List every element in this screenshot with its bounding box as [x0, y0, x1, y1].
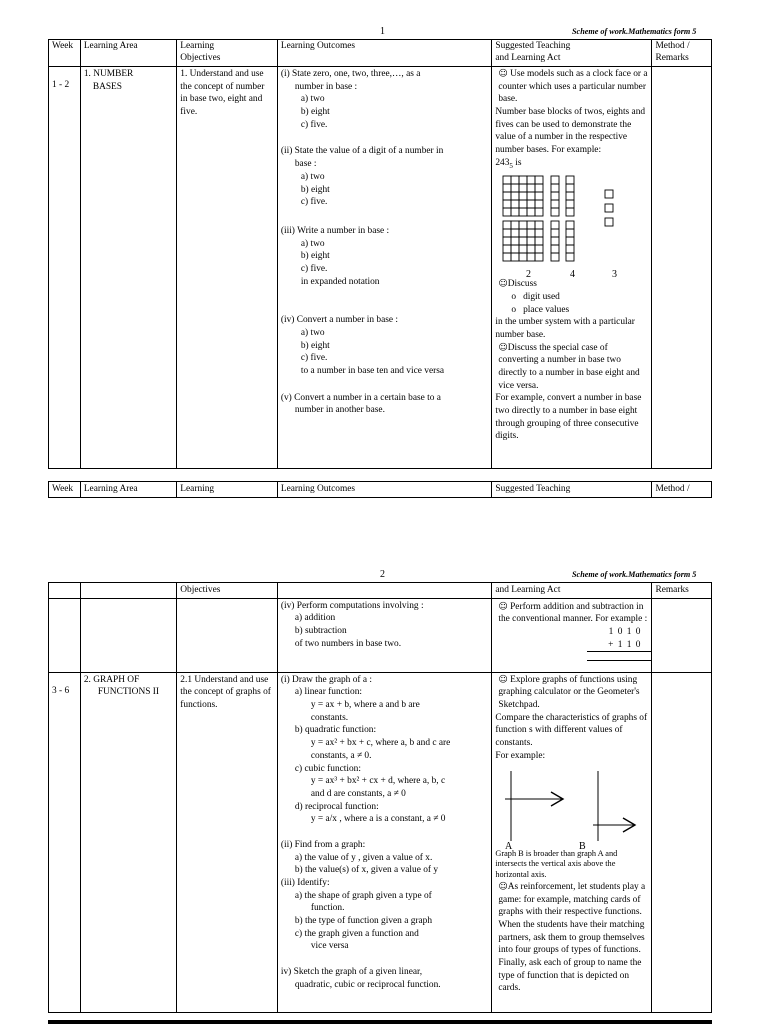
- week-value: 1 - 2: [52, 80, 70, 90]
- outcome-item: a) two: [300, 238, 325, 249]
- table-header-row: [49, 40, 712, 67]
- outcome-i-b-eq: y = ax² + bx + c, where a, b and c are: [310, 738, 451, 749]
- scheme-table-page-1: [48, 39, 712, 469]
- outcomes-cell: [277, 598, 492, 672]
- area-cell: [80, 598, 176, 672]
- flat-block-cell: [503, 245, 511, 253]
- outcome-iii-a2: function.: [310, 903, 345, 914]
- flat-block-cell: [503, 253, 511, 261]
- discuss-item-1: digit used: [523, 291, 560, 302]
- scheme-title-1: Scheme of work.Mathematics form 5: [572, 27, 697, 36]
- teaching-p1: Use models such as a clock face or a counter which uses a particular number base.: [498, 69, 648, 105]
- remarks-cell: [652, 672, 712, 1012]
- teaching-p1: Explore graphs of functions using graphing calculator or the Geometer's Sketchpad.: [498, 674, 640, 711]
- repeat-header-method: Method /: [652, 482, 712, 498]
- graphs-svg: [495, 769, 645, 849]
- scheme-table-page-2: [48, 582, 712, 1013]
- flat-block-cell: [503, 208, 511, 216]
- table-row: [49, 672, 712, 1012]
- flat-block-cell: [527, 237, 535, 245]
- smile-icon: ☺: [498, 674, 508, 685]
- example-tail: is: [512, 157, 522, 168]
- graphs-figure: [495, 769, 648, 849]
- header-objectives: Objectives: [177, 583, 278, 599]
- outcome-i-a-eq2: constants.: [310, 712, 349, 723]
- outcome-iii-a: a) the shape of graph given a type of: [294, 890, 432, 901]
- outcome-iii-c: c) the graph given a function and: [294, 928, 419, 939]
- header-method-a: Method /: [655, 41, 690, 51]
- header-objectives: [177, 40, 278, 67]
- outcome-item: a) two: [300, 94, 325, 105]
- flat-block-cell: [535, 253, 543, 261]
- discuss-label: Discuss: [507, 279, 537, 290]
- page-number-2: 2: [380, 569, 385, 580]
- area-line-1: 2. GRAPH OF: [83, 674, 140, 685]
- discuss-item-2: place values: [523, 304, 570, 315]
- flat-block-cell: [519, 200, 527, 208]
- graph-label-a: A: [505, 840, 513, 849]
- flat-block-cell: [519, 176, 527, 184]
- flat-block-cell: [535, 221, 543, 229]
- flat-block-cell: [503, 192, 511, 200]
- outcome-item: b) eight: [300, 107, 330, 118]
- flat-block-cell: [527, 176, 535, 184]
- repeat-header-area: Learning Area: [80, 482, 176, 498]
- outcome-i-c-eq2: and d are constants, a ≠ 0: [310, 788, 406, 799]
- outcome-item: a) two: [300, 171, 325, 182]
- smile-icon: ☺: [498, 342, 508, 353]
- flat-block-cell: [527, 245, 535, 253]
- flat-block-cell: [511, 245, 519, 253]
- objective-cell: [177, 672, 278, 1012]
- discuss-tail: in the umber system with a particular number base.: [495, 317, 635, 340]
- outcome-i-d-eq: y = a/x , where a is a constant, a ≠ 0: [310, 814, 446, 825]
- flat-block-cell: [519, 229, 527, 237]
- header-outcomes: [277, 583, 492, 599]
- flat-block-cell: [535, 192, 543, 200]
- teaching-cell: [492, 598, 652, 672]
- outcome-iv-tail: of two numbers in base two.: [294, 638, 402, 649]
- week-value: 3 - 6: [52, 685, 70, 696]
- remarks-cell: [652, 67, 712, 469]
- outcome-i-a-eq: y = ax + b, where a and b are: [310, 700, 420, 711]
- page-number-1: 1: [380, 26, 385, 37]
- header-objectives-b: Objectives: [180, 52, 221, 63]
- flat-block-cell: [519, 245, 527, 253]
- long-block-cell: [551, 221, 559, 229]
- header-teaching-a: Suggested Teaching: [495, 41, 571, 51]
- flat-block-cell: [511, 253, 519, 261]
- teaching-cell: [492, 67, 652, 469]
- flat-block-cell: [535, 176, 543, 184]
- objective-cell: [177, 598, 278, 672]
- scheme-title-2: Scheme of work.Mathematics form 5: [572, 570, 697, 579]
- outcome-item: c) five.: [300, 353, 328, 364]
- outcome-iii-b: b) the type of function given a graph: [294, 916, 433, 927]
- header-method-b: Remarks: [655, 52, 689, 63]
- outcome-head-cont: number in another base.: [294, 405, 385, 416]
- outcome-iv-b: b) subtraction: [294, 626, 347, 637]
- flat-block-cell: [519, 184, 527, 192]
- long-block-cell: [566, 221, 574, 229]
- objective-cell: [177, 67, 278, 469]
- header-teaching-b: and Learning Act: [495, 52, 561, 63]
- objective-text: 2.1 Understand and use the concept of graphs of functions.: [180, 674, 271, 711]
- objective-text: 1. Understand and use the concept of number in base two, eight and five.: [180, 69, 265, 118]
- week-cell: [49, 67, 81, 469]
- flat-block-cell: [527, 184, 535, 192]
- header-objectives-a: Learning: [180, 41, 215, 51]
- flat-block-cell: [503, 221, 511, 229]
- outcome-i-b-eq2: constants, a ≠ 0.: [310, 750, 372, 761]
- long-block-cell: [551, 253, 559, 261]
- teaching-p4: For example, convert a number in base two directly to a number in base eight through grouping of three consecutive digits.: [495, 393, 642, 442]
- outcome-iv-head: (iv) Perform computations involving :: [280, 600, 424, 611]
- unit-block: [605, 190, 613, 198]
- header-method: [652, 40, 712, 67]
- repeat-header-outcomes: Learning Outcomes: [277, 482, 492, 498]
- outcome-item: a) two: [300, 328, 325, 338]
- flat-block-cell: [527, 229, 535, 237]
- unit-block: [605, 218, 613, 226]
- long-block-cell: [566, 184, 574, 192]
- flat-block-cell: [503, 237, 511, 245]
- base-blocks-svg: [495, 174, 645, 278]
- long-block-cell: [551, 176, 559, 184]
- outcome-tail: to a number in base ten and vice versa: [300, 366, 445, 377]
- outcome-item: c) five.: [300, 119, 328, 130]
- base-blocks-figure: [495, 174, 648, 278]
- long-block-cell: [566, 245, 574, 253]
- long-block-cell: [566, 200, 574, 208]
- teaching-p4: As reinforcement, let students play a game: for example, matching cards of graphs with their respective functions. When the students have their matching partners, ask them to group themselves into four groups of types of functions. Finally, ask each of group to name the type of function that is depicted on cards.: [498, 881, 646, 994]
- outcome-item: b) eight: [300, 251, 330, 262]
- week-cell: [49, 672, 81, 1012]
- header-method: Remarks: [652, 583, 712, 599]
- teaching-p2: Compare the characteristics of graphs of function s with different values of constants.: [495, 712, 648, 749]
- outcome-i-c-eq: y = ax³ + bx² + cx + d, where a, b, c: [310, 776, 446, 787]
- outcome-head-cont: number in base :: [294, 81, 358, 92]
- outcome-item: b) eight: [300, 340, 330, 351]
- long-block-cell: [551, 237, 559, 245]
- flat-block-cell: [527, 200, 535, 208]
- area-cell: [80, 67, 176, 469]
- flat-block-cell: [511, 200, 519, 208]
- repeat-header-row: [49, 482, 712, 498]
- flat-block-cell: [535, 200, 543, 208]
- repeat-header-objectives: Learning: [177, 482, 278, 498]
- outcome-head: (ii) State the value of a digit of a number in: [280, 146, 444, 157]
- smile-icon: ☺: [498, 69, 508, 79]
- long-block-cell: [566, 237, 574, 245]
- graph-label-b: B: [579, 840, 587, 849]
- flat-block-cell: [511, 192, 519, 200]
- header-area: [80, 583, 176, 599]
- outcome-ii-head: (ii) Find from a graph:: [280, 839, 366, 850]
- teaching-example: [495, 157, 648, 171]
- header-week: [49, 40, 81, 67]
- long-block-cell: [566, 253, 574, 261]
- outcome-i-a: a) linear function:: [294, 687, 363, 698]
- teaching-p3: For example:: [495, 750, 546, 761]
- block-label-twos: 2: [526, 269, 532, 279]
- long-block-cell: [566, 229, 574, 237]
- flat-block-cell: [511, 176, 519, 184]
- outcome-i-b: b) quadratic function:: [294, 725, 377, 736]
- flat-block-cell: [503, 200, 511, 208]
- smile-icon: ☺: [498, 601, 508, 612]
- smile-icon: ☺: [498, 881, 508, 892]
- outcomes-cell: [277, 672, 492, 1012]
- week-cell: [49, 598, 81, 672]
- header-outcomes: [277, 40, 492, 67]
- outcome-head: (iii) Write a number in base :: [280, 225, 390, 236]
- outcome-head: (iv) Convert a number in base :: [280, 315, 399, 326]
- flat-block-cell: [527, 253, 535, 261]
- sum-result-line: [587, 652, 651, 661]
- outcome-ii-b: b) the value(s) of x, given a value of y: [294, 865, 439, 876]
- bullet-icon: o: [511, 304, 517, 315]
- teaching-p3: Discuss the special case of converting a number in base two directly to a number in base eight and vice versa.: [498, 342, 640, 391]
- flat-block-cell: [511, 237, 519, 245]
- outcome-item: b) eight: [300, 184, 330, 195]
- long-block-cell: [551, 184, 559, 192]
- block-label-fours: 4: [570, 269, 576, 279]
- flat-block-cell: [527, 221, 535, 229]
- outcome-head: (v) Convert a number in a certain base to a: [280, 392, 441, 403]
- area-line-2: FUNCTIONS II: [97, 687, 160, 698]
- flat-block-cell: [511, 229, 519, 237]
- table-header-row: [49, 583, 712, 599]
- flat-block-cell: [511, 221, 519, 229]
- area-cell: [80, 672, 176, 1012]
- long-block-cell: [551, 229, 559, 237]
- teaching-addition-text: Perform addition and subtraction in the conventional manner. For example :: [498, 601, 648, 625]
- flat-block-cell: [503, 229, 511, 237]
- sum-top: 1 0 1 0: [608, 627, 642, 638]
- outcome-iv-sketch-head: iv) Sketch the graph of a given linear,: [280, 967, 423, 978]
- example-number: 243: [495, 157, 510, 168]
- outcome-head: (i) State zero, one, two, three,…, as a: [280, 69, 421, 79]
- example-base: 5: [509, 161, 513, 170]
- header-area: [80, 40, 176, 67]
- flat-block-cell: [519, 237, 527, 245]
- area-line-2: BASES: [92, 81, 122, 92]
- long-block-cell: [551, 192, 559, 200]
- flat-block-cell: [503, 184, 511, 192]
- long-block-cell: [566, 208, 574, 216]
- header-week: [49, 583, 81, 599]
- remarks-cell: [652, 598, 712, 672]
- graph-caption: Graph B is broader than graph A and intersects the vertical axis above the horizontal axis.: [495, 848, 618, 880]
- outcome-iv-sketch-head2: quadratic, cubic or reciprocal function.: [294, 979, 441, 990]
- long-block-cell: [551, 208, 559, 216]
- flat-block-cell: [503, 176, 511, 184]
- area-line-1: 1. NUMBER: [83, 69, 134, 79]
- outcome-head-cont: base :: [294, 159, 317, 170]
- outcome-i-d: d) reciprocal function:: [294, 801, 379, 812]
- smile-icon: ☺: [498, 279, 508, 290]
- repeat-header-table: [48, 481, 712, 498]
- bullet-icon: o: [511, 291, 517, 302]
- flat-block-cell: [511, 184, 519, 192]
- repeat-header-week: Week: [49, 482, 81, 498]
- outcomes-cell: [277, 67, 492, 469]
- long-block-cell: [566, 176, 574, 184]
- flat-block-cell: [535, 208, 543, 216]
- flat-block-cell: [535, 229, 543, 237]
- flat-block-cell: [519, 208, 527, 216]
- flat-block-cell: [535, 245, 543, 253]
- flat-block-cell: [511, 208, 519, 216]
- flat-block-cell: [535, 184, 543, 192]
- long-block-cell: [566, 192, 574, 200]
- flat-block-cell: [519, 221, 527, 229]
- outcome-tail: in expanded notation: [300, 276, 380, 287]
- outcome-i-c: c) cubic function:: [294, 763, 361, 774]
- table-row: [49, 67, 712, 469]
- header-area-label: Learning Area: [83, 41, 138, 51]
- long-block-cell: [551, 200, 559, 208]
- outcome-iv-a: a) addition: [294, 613, 336, 624]
- header-teaching: [492, 40, 652, 67]
- outcome-i-head: (i) Draw the graph of a :: [280, 674, 372, 685]
- outcome-item: c) five.: [300, 263, 328, 274]
- repeat-header-teaching: Suggested Teaching: [492, 482, 652, 498]
- unit-block: [605, 204, 613, 212]
- sum-bottom: + 1 1 0: [587, 639, 651, 653]
- outcome-ii-a: a) the value of y , given a value of x.: [294, 852, 433, 863]
- teaching-cell: [492, 672, 652, 1012]
- flat-block-cell: [535, 237, 543, 245]
- header-week-label: Week: [52, 41, 74, 51]
- long-block-cell: [551, 245, 559, 253]
- flat-block-cell: [527, 192, 535, 200]
- teaching-p2: Number base blocks of twos, eights and fives can be used to demonstrate the value of a number in the respective number bases. For example:: [495, 107, 646, 156]
- header-outcomes-label: Learning Outcomes: [280, 41, 356, 51]
- flat-block-cell: [519, 253, 527, 261]
- outcome-iii-c2: vice versa: [310, 941, 349, 952]
- table-row: [49, 598, 712, 672]
- outcome-item: c) five.: [300, 197, 328, 208]
- outcome-iii-head: (iii) Identify:: [280, 878, 330, 888]
- flat-block-cell: [519, 192, 527, 200]
- block-label-threes: 3: [612, 269, 618, 279]
- flat-block-cell: [527, 208, 535, 216]
- next-page-header-edge: [48, 1020, 712, 1024]
- header-teaching: and Learning Act: [492, 583, 652, 599]
